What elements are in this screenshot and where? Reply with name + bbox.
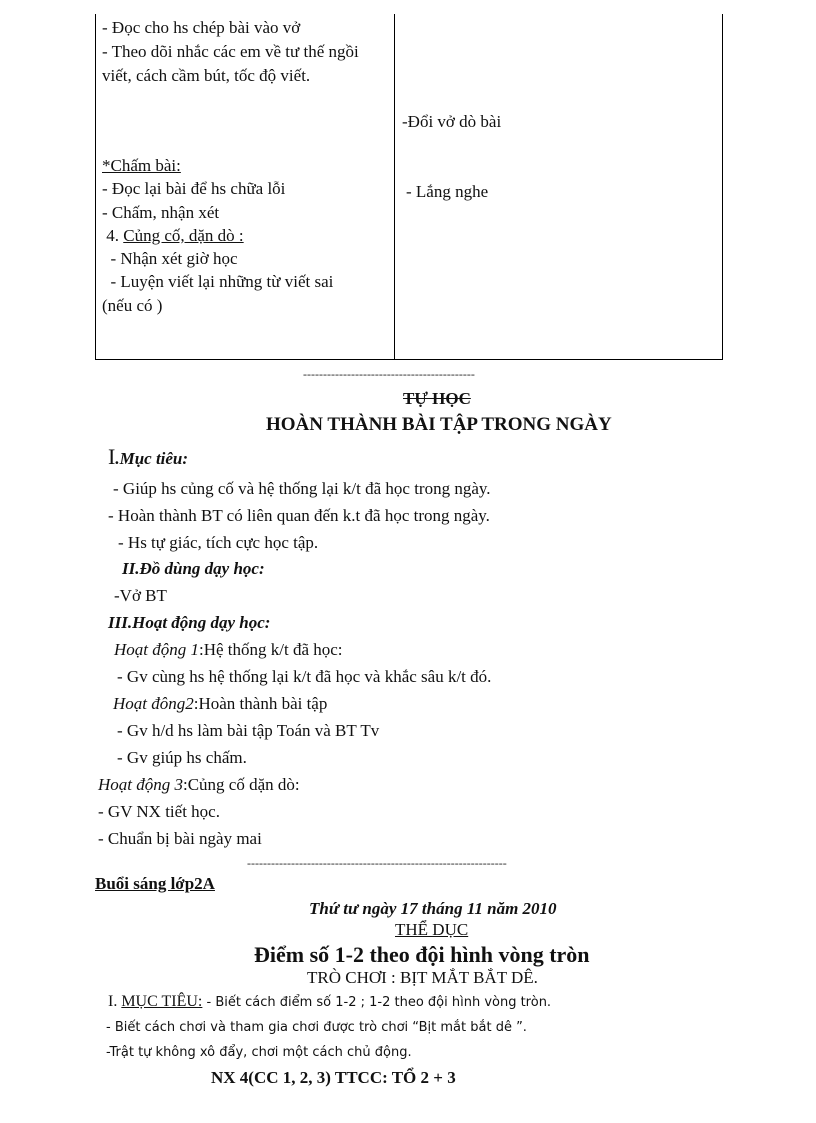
hd2-item: - Gv giúp hs chấm. (117, 748, 247, 767)
objective-item: -Trật tự không xô đẩy, chơi một cách chủ động. (106, 1045, 412, 1060)
cham-bai-heading: *Chấm bài: (102, 156, 181, 175)
section-do-dung: II.Đồ dùng dạy học: (122, 559, 265, 578)
hd3-item: - GV NX tiết học. (98, 802, 220, 821)
goal-item: - Hs tự giác, tích cực học tập. (118, 533, 319, 552)
table-left-line: - Nhận xét giờ học (102, 249, 238, 268)
lesson-title: Điểm số 1-2 theo đội hình vòng tròn (254, 942, 590, 967)
objective-item: - Biết cách chơi và tham gia chơi được trò chơi “Bịt mắt bắt dê ”. (106, 1020, 527, 1035)
nx-line: NX 4(CC 1, 2, 3) TTCC: TỔ 2 + 3 (211, 1068, 456, 1087)
hd2-item: - Gv h/d hs làm bài tập Toán và BT Tv (117, 721, 380, 740)
muc-tieu-text: - Biết cách điểm số 1-2 ; 1-2 theo đội hình vòng tròn. (202, 995, 552, 1010)
separator: ------------------------------------------- (303, 367, 475, 381)
hd2-label: Hoạt đông2 (113, 694, 194, 713)
muc-tieu-prefix: I. (108, 993, 122, 1010)
section-label: .Mục tiêu: (115, 449, 189, 468)
table-left-line: - Chấm, nhận xét (102, 203, 220, 222)
separator: ----------------------------------------------------------------- (247, 856, 507, 870)
muc-tieu-label: MỤC TIÊU: (121, 993, 203, 1010)
section-hoat-dong: III.Hoạt động dạy học: (108, 613, 271, 632)
goal-item: - Giúp hs củng cố và hệ thống lại k/t đã học trong ngày. (113, 479, 491, 498)
muc-tieu-line (108, 993, 551, 1011)
hoat-dong-1 (114, 640, 343, 660)
hd2-text: :Hoàn thành bài tập (193, 694, 328, 713)
cung-co-heading (102, 224, 244, 247)
goal-item: - Hoàn thành BT có liên quan đến k.t đã học trong ngày. (108, 506, 490, 525)
hd1-label: Hoạt động 1 (114, 640, 199, 659)
hd3-text: :Củng cố dặn dò: (183, 775, 300, 794)
tu-hoc-heading: TỰ HỌC (403, 389, 471, 408)
table-left-line: - Đọc cho hs chép bài vào vở (102, 18, 301, 37)
main-title: HOÀN THÀNH BÀI TẬP TRONG NGÀY (266, 414, 612, 435)
table-left-line: (nếu có ) (102, 296, 163, 315)
table-right-line: -Đổi vở dò bài (402, 112, 502, 131)
date-line: Thứ tư ngày 17 tháng 11 năm 2010 (309, 899, 557, 918)
table-left-line: viết, cách cầm bút, tốc độ viết. (102, 66, 311, 85)
section-num: I (108, 444, 116, 469)
cung-co-num: 4. (102, 226, 124, 245)
hd3-label: Hoạt động 3 (98, 775, 183, 794)
game-title: TRÒ CHƠI : BỊT MẮT BẮT DÊ. (307, 968, 538, 987)
hoat-dong-3 (98, 775, 300, 795)
table-left-line: - Đọc lại bài để hs chữa lỗi (102, 179, 286, 198)
table-left-line: - Luyện viết lại những từ viết sai (102, 272, 334, 291)
buoi-sang-heading: Buổi sáng lớp2A (95, 874, 215, 893)
hd3-item: - Chuẩn bị bài ngày mai (98, 829, 262, 848)
vo-bt: -Vở BT (114, 586, 167, 605)
hd1-text: :Hệ thống k/t đã học: (199, 640, 343, 659)
lesson-table (95, 14, 723, 360)
table-divider (394, 14, 395, 359)
hd1-item: - Gv cùng hs hệ thống lại k/t đã học và khắc sâu k/t đó. (117, 667, 492, 686)
section-muc-tieu (108, 444, 188, 470)
cung-co-label: Củng cố, dặn dò : (123, 226, 244, 245)
hoat-dong-2 (113, 694, 327, 714)
table-right-line: - Lắng nghe (406, 182, 489, 201)
table-left-line: - Theo dõi nhắc các em về tư thế ngồi (102, 42, 359, 61)
subject-heading: THỂ DỤC (395, 920, 469, 939)
